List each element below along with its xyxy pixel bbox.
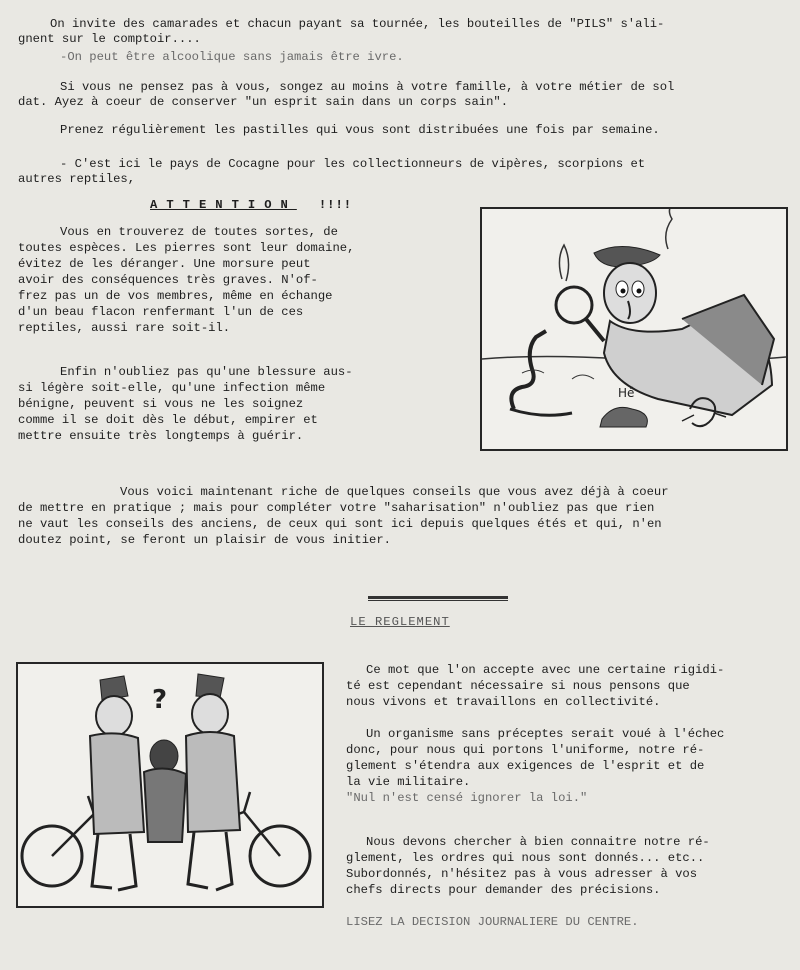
- reglement-quote: "Nul n'est censé ignorer la loi.": [346, 791, 588, 805]
- attention-word: ATTENTION: [150, 198, 297, 212]
- left-p2-line: si légère soit-elle, qu'une infection même: [18, 381, 326, 395]
- illustration-snake-soldier-drawing: [482, 209, 786, 449]
- left-p2-line: Enfin n'oubliez pas qu'une blessure aus-: [60, 365, 353, 379]
- top-line-8: autres reptiles,: [18, 172, 136, 186]
- middle-line: doutez point, se feront un plaisir de vous initier.: [18, 533, 391, 547]
- top-line-4: Si vous ne pensez pas à vous, songez au moins à votre famille, à votre métier de sol: [60, 80, 675, 94]
- middle-line: ne vaut les conseils des anciens, de ceux qui sont ici depuis quelques étés et qui, n'en: [18, 517, 662, 531]
- illustration-snake-soldier: [480, 207, 788, 451]
- reglement-p2-line: glement s'étendra aux exigences de l'esprit et de: [346, 759, 705, 773]
- top-line-6: Prenez régulièrement les pastilles qui vous sont distribuées une fois par semaine.: [60, 123, 660, 137]
- reglement-p2-line: la vie militaire.: [346, 775, 471, 789]
- left-p2-line: comme il se doit dès le début, empirer et: [18, 413, 318, 427]
- top-line-5: dat. Ayez à coeur de conserver "un esprit sain dans un corps sain".: [18, 95, 509, 109]
- reglement-p3-line: glement, les ordres qui nous sont donnés... etc..: [346, 851, 705, 865]
- illustration-caption-mark: Hé: [618, 386, 635, 400]
- top-line-7: - C'est ici le pays de Cocagne pour les collectionneurs de vipères, scorpions et: [60, 157, 646, 171]
- illustration-question-mark: ?: [152, 685, 168, 715]
- left-p1-line: toutes espèces. Les pierres sont leur domaine,: [18, 241, 355, 255]
- separator-rule-thin: [368, 600, 508, 601]
- illustration-bicycle-soldiers-drawing: [18, 664, 322, 906]
- left-p2-line: bénigne, peuvent si vous ne les soignez: [18, 397, 304, 411]
- middle-line: Vous voici maintenant riche de quelques conseils que vous avez déjà à coeur: [120, 485, 669, 499]
- middle-line: de mettre en pratique ; mais pour compléter votre "saharisation" n'oubliez pas que rien: [18, 501, 655, 515]
- left-p1-line: reptiles, aussi rare soit-il.: [18, 321, 231, 335]
- top-line-1: On invite des camarades et chacun payant sa tournée, les bouteilles de "PILS" s'ali-: [50, 17, 665, 31]
- top-line-3: -On peut être alcoolique sans jamais être ivre.: [60, 50, 404, 64]
- reglement-p1-line: Ce mot que l'on accepte avec une certaine rigidi-: [366, 663, 725, 677]
- left-p1-line: Vous en trouverez de toutes sortes, de: [60, 225, 338, 239]
- reglement-p1-line: nous vivons et travaillons en collectivité.: [346, 695, 661, 709]
- top-line-2: gnent sur le comptoir....: [18, 32, 201, 46]
- attention-heading: [150, 197, 352, 214]
- separator-rule: [368, 596, 508, 599]
- reglement-p1-line: té est cependant nécessaire si nous pensons que: [346, 679, 690, 693]
- illustration-bicycle-soldiers: [16, 662, 324, 908]
- reglement-heading: LE REGLEMENT: [350, 615, 450, 629]
- left-p1-line: évitez de les déranger. Une morsure peut: [18, 257, 311, 271]
- attention-bangs: !!!!: [318, 198, 353, 212]
- left-p1-line: frez pas un de vos membres, même en échange: [18, 289, 333, 303]
- reglement-p3-line: chefs directs pour demander des précisions.: [346, 883, 661, 897]
- reglement-p2-line: donc, pour nous qui portons l'uniforme, notre ré-: [346, 743, 705, 757]
- left-p1-line: d'un beau flacon renfermant l'un de ces: [18, 305, 304, 319]
- left-p2-line: mettre ensuite très longtemps à guérir.: [18, 429, 304, 443]
- left-p1-line: avoir des conséquences très graves. N'of-: [18, 273, 318, 287]
- reglement-p2-line: Un organisme sans préceptes serait voué à l'échec: [366, 727, 725, 741]
- reglement-p3-line: Subordonnés, n'hésitez pas à vous adresser à vos: [346, 867, 698, 881]
- reglement-footer: LISEZ LA DECISION JOURNALIERE DU CENTRE.: [346, 915, 639, 929]
- reglement-p3-line: Nous devons chercher à bien connaitre notre ré-: [366, 835, 710, 849]
